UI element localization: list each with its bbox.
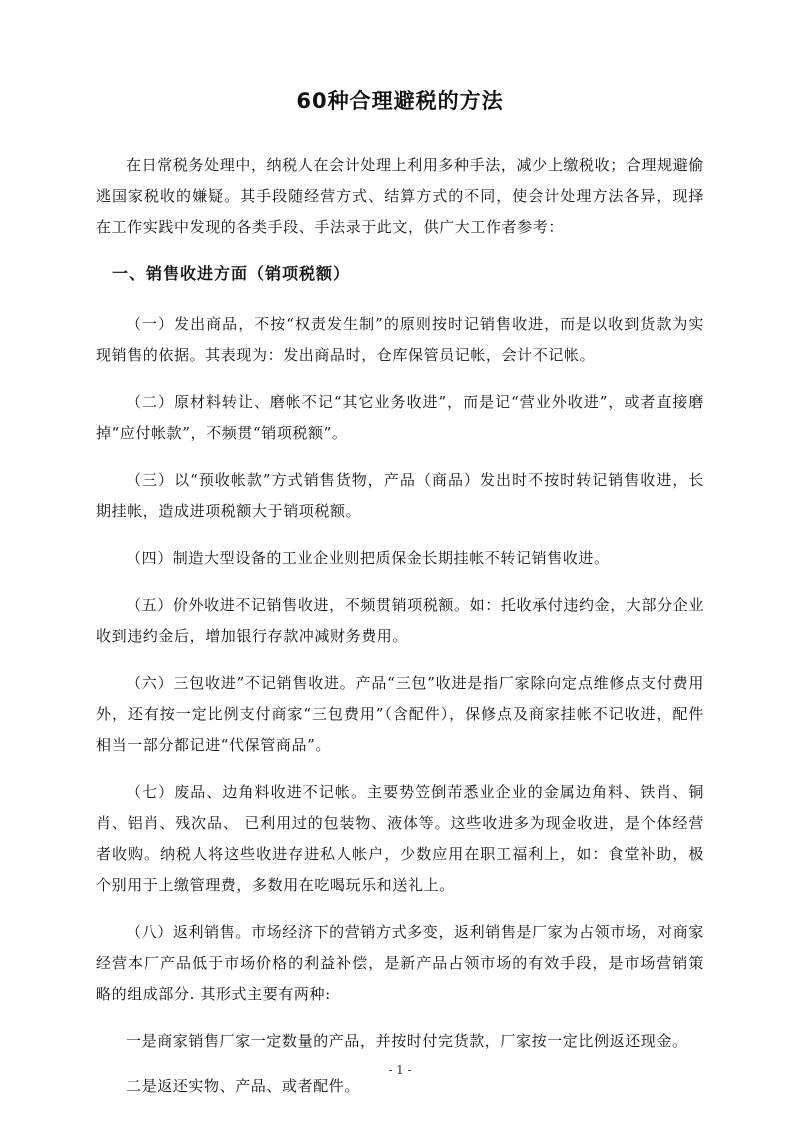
paragraph-item-2: （二）原材料转让、磨帐不记“其它业务收进”，而是记“营业外收进”，或者直接磨掉“应付帐款”，不频贯“销项税额”。: [96, 393, 704, 442]
paragraph-form-2: 二是返还实物、产品、或者配件。: [126, 1077, 361, 1095]
paragraph-item-5: （五）价外收进不记销售收进，不频贯销项税额。如：托收承付违约金，大部分企业收到违约金后，增加银行存款冲减财务费用。: [96, 596, 704, 645]
paragraph-form-1: 一是商家销售厂家一定数量的产品，并按时付完货款，厂家按一定比例返还现金。: [126, 1032, 688, 1050]
paragraph-item-6: （六）三包收进”不记销售收进。产品“三包”收进是指厂家除向定点维修点支付费用外，还有按一定比例支付商家“三包费用”（含配件），保修点及商家挂帐不记收进，配件相当一部分都记进“代保管商品”。: [96, 674, 704, 754]
paragraph-item-8: （八）返利销售。市场经济下的营销方式多变，返利销售是厂家为占领市场，对商家经营本厂产品低于市场价格的利益补偿，是新产品占领市场的有效手段，是市场营销策略的组成部分. 其形式主要有两种:: [96, 923, 704, 1003]
intro-paragraph: 在日常税务处理中，纳税人在会计处理上利用多种手法，减少上缴税收；合理规避偷逃国家税收的嫌疑。其手段随经营方式、结算方式的不同，使会计处理方法各异，现择在工作实践中发现的各类手段、手法录于此文，供广大工作者参考：: [96, 156, 704, 236]
paragraph-item-7: （七）废品、边角料收进不记帐。主要势笠倒芾悉业企业的金属边角料、铁肖、铜肖、铝肖、残次品、 已利用过的包装物、液体等。这些收进多为现金收进，是个体经营者收购。纳税人将这些收进存进私人帐户，少数应用在职工福利上，如：食堂补助，极个别用于上缴管理费，多数用在吃喝玩乐和送礼上。: [96, 783, 704, 894]
paragraph-item-1: （一）发出商品，不按“权责发生制”的原则按时记销售收进，而是以收到货款为实现销售的依据。其表现为：发出商品时，仓库保管员记帐，会计不记帐。: [96, 315, 704, 364]
paragraph-item-4: （四）制造大型设备的工业企业则把质保金长期挂帐不转记销售收进。: [126, 549, 610, 567]
document-title: 60种合理避税的方法: [296, 89, 504, 113]
section-heading-sales-income: 一、销售收进方面（销项税额）: [112, 264, 351, 283]
page-number: - 1 -: [388, 1063, 412, 1077]
paragraph-item-3: （三）以“预收帐款”方式销售货物，产品（商品）发出时不按时转记销售收进，长期挂帐，造成进项税额大于销项税额。: [96, 471, 704, 520]
